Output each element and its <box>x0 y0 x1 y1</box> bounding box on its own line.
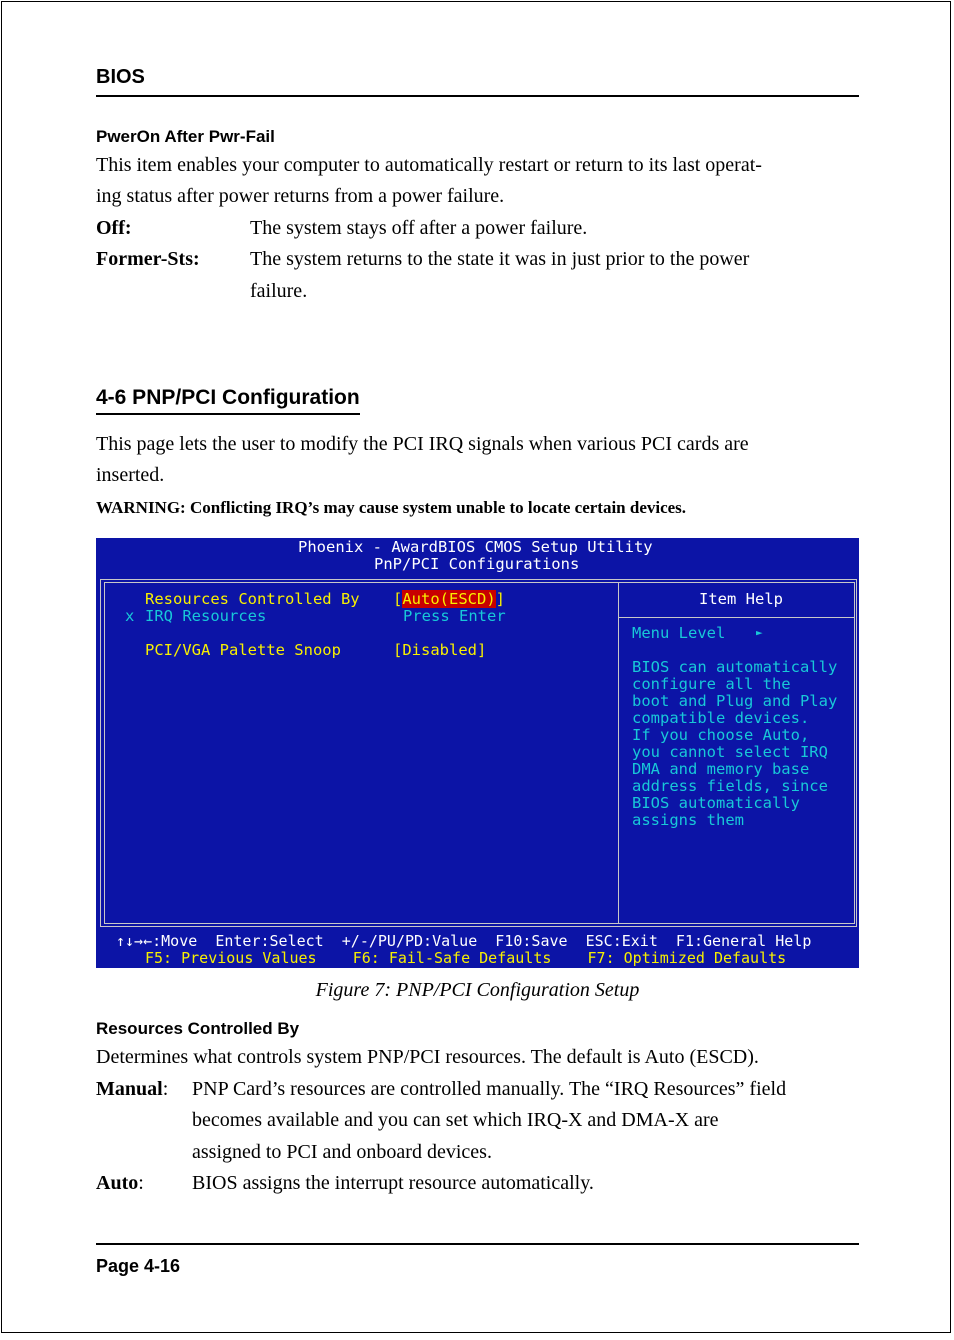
former-desc-line2: failure. <box>250 280 308 302</box>
manual-term-wrap <box>96 1074 168 1106</box>
pweron-heading: PwerOn After Pwr-Fail <box>96 127 275 146</box>
bios-row-resources-value[interactable] <box>393 591 505 608</box>
former-term: Former-Sts: <box>96 248 200 270</box>
bios-row-irq-marker: x <box>125 607 135 625</box>
manual-line1: PNP Card’s resources are controlled manually. The “IRQ Resources” field <box>192 1078 787 1100</box>
bios-row-resources-label[interactable]: Resources Controlled By <box>145 590 360 608</box>
bios-footer-line2: F5: Previous Values F6: Fail-Safe Defaults F7: Optimized Defaults <box>145 949 787 967</box>
figure-caption: Figure 7: PNP/PCI Configuration Setup <box>315 979 640 1001</box>
manual-line3: assigned to PCI and onboard devices. <box>192 1141 492 1163</box>
section-heading: 4-6 PNP/PCI Configuration <box>96 386 360 415</box>
former-desc-line1: The system returns to the state it was in just prior to the power <box>250 248 750 270</box>
manual-line2: becomes available and you can set which IRQ-X and DMA-X are <box>192 1109 719 1131</box>
bios-help-line: DMA and memory base <box>632 760 810 778</box>
bios-title-line2: PnP/PCI Configurations <box>374 555 580 573</box>
off-term: Off: <box>96 217 132 239</box>
menu-level-arrow-icon: ► <box>756 626 763 639</box>
resources-heading: Resources Controlled By <box>96 1019 300 1038</box>
bios-bracket-open: [ <box>393 590 403 608</box>
auto-desc: BIOS assigns the interrupt resource automatically. <box>192 1172 594 1194</box>
manual-colon: : <box>162 1078 169 1100</box>
off-desc: The system stays off after a power failure. <box>250 217 588 239</box>
resources-intro: Determines what controls system PNP/PCI resources. The default is Auto (ESCD). <box>96 1046 759 1068</box>
section-intro-line1: This page lets the user to modify the PCI IRQ signals when various PCI cards are <box>96 433 749 455</box>
bios-value-highlight: Auto(ESCD) <box>402 590 496 608</box>
warning-text: WARNING: Conflicting IRQ’s may cause system unable to locate certain devices. <box>96 498 687 517</box>
bios-row-irq-label[interactable]: IRQ Resources <box>145 607 267 625</box>
manual-term: Manual <box>96 1078 163 1100</box>
header-rule <box>96 95 859 97</box>
pweron-intro-line2: ing status after power returns from a power failure. <box>96 185 505 207</box>
bios-help-line: configure all the <box>632 675 791 693</box>
auto-term: Auto <box>96 1172 139 1194</box>
page-number: Page 4-16 <box>96 1256 181 1276</box>
header-title: BIOS <box>96 66 145 88</box>
bios-row-snoop-value[interactable]: [Disabled] <box>393 641 487 659</box>
bios-left-frame <box>104 582 619 924</box>
bios-help-line: If you choose Auto, <box>632 726 810 744</box>
bios-row-snoop-label[interactable]: PCI/VGA Palette Snoop <box>145 641 341 659</box>
bios-help-line: assigns them <box>632 811 744 829</box>
auto-term-wrap <box>96 1168 144 1200</box>
bios-screen <box>96 538 859 968</box>
bios-help-line: compatible devices. <box>632 709 810 727</box>
bios-help-line: BIOS can automatically <box>632 658 838 676</box>
bios-help-line: BIOS automatically <box>632 794 800 812</box>
footer-rule <box>96 1243 859 1245</box>
bios-help-line: you cannot select IRQ <box>632 743 828 761</box>
bios-help-line: address fields, since <box>632 777 828 795</box>
bios-help-title: Item Help <box>699 590 783 608</box>
bios-bracket-close: ] <box>495 590 506 608</box>
bios-footer-line1: ↑↓→←:Move Enter:Select +/-/PU/PD:Value F10:Save ESC:Exit F1:General Help <box>116 932 812 950</box>
bios-title-line1: Phoenix - AwardBIOS CMOS Setup Utility <box>298 538 653 556</box>
pweron-intro-line1: This item enables your computer to automatically restart or return to its last operat- <box>96 154 762 176</box>
auto-colon: : <box>138 1172 144 1194</box>
bios-menu-level: Menu Level <box>632 624 726 642</box>
section-intro-line2: inserted. <box>96 464 165 486</box>
bios-row-irq-value[interactable]: Press Enter <box>403 607 506 625</box>
bios-help-line: boot and Plug and Play <box>632 692 838 710</box>
